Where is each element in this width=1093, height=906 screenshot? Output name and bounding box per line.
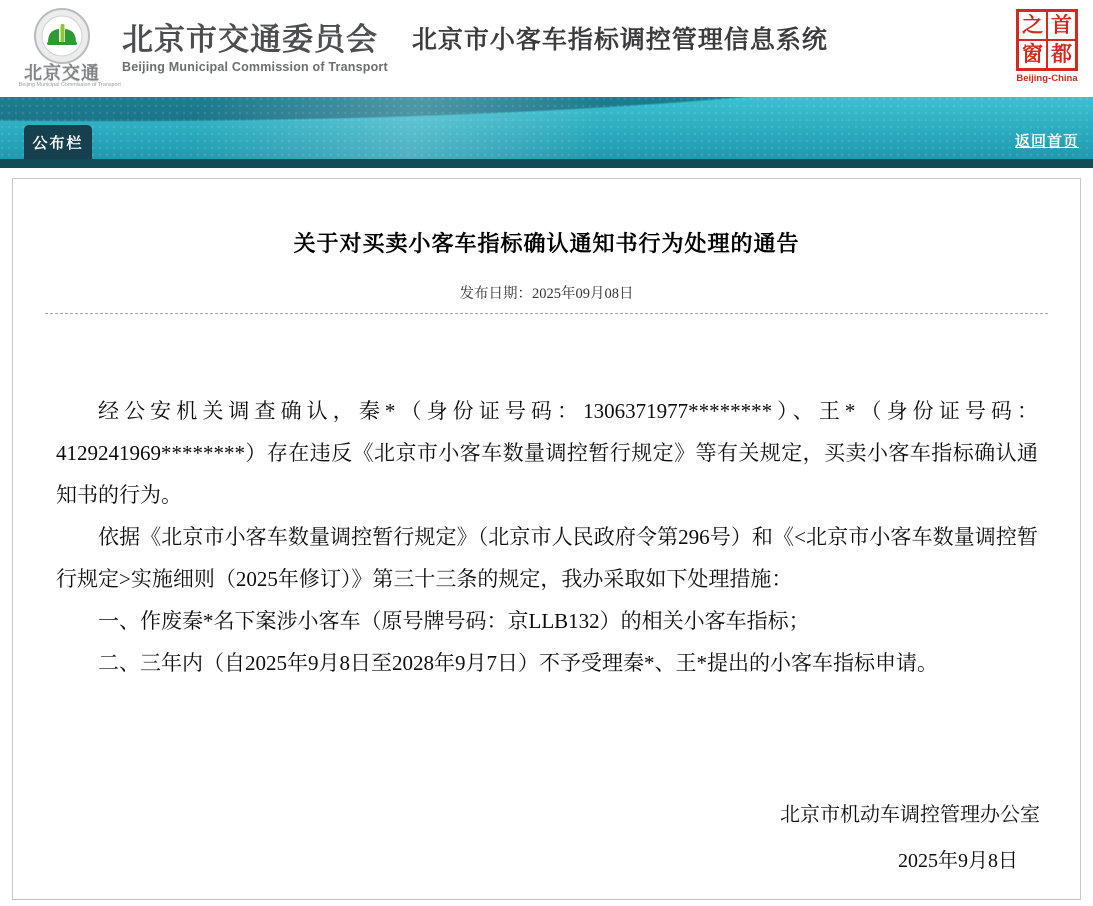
logo-caption-en: Beijing Municipal Commission of Transport xyxy=(18,82,121,88)
signature-date: 2025年9月8日 xyxy=(898,850,1018,872)
signature-org: 北京市机动车调控管理办公室 xyxy=(780,804,1040,826)
banner-bottom-bar xyxy=(0,159,1093,168)
org-name-en: Beijing Municipal Commission of Transport xyxy=(122,60,388,74)
publish-date: 发布日期：2025年09月08日 xyxy=(459,286,634,302)
signature-block xyxy=(13,800,1080,876)
seal-char: 首 xyxy=(1048,12,1075,39)
system-title: 北京市小客车指标调控管理信息系统 xyxy=(411,25,828,54)
capital-window-seal xyxy=(1014,9,1080,84)
transport-logo xyxy=(14,8,121,89)
transport-emblem-icon xyxy=(34,8,90,64)
notice-paragraph: 二、三年内（自2025年9月8日至2028年9月7日）不予受理秦*、王*提出的小客车指标申请。 xyxy=(98,651,938,675)
notice-paragraph: 依据《北京市小客车数量调控暂行规定》（北京市人民政府令第296号）和《<北京市小客车数量调控暂行规定>实施细则（2025年修订）》第三十三条的规定，我办采取如下处理措施： xyxy=(56,525,1038,591)
notice-paragraph: 经公安机关调查确认，秦*（身份证号码：1306371977********）、王*（身份证号码：4129241969********）存在违反《北京市小客车数量调控暂行规定》等有关规定，买卖小客车指标确认通知书的行为。 xyxy=(56,399,1038,507)
seal-caption: Beijing-China xyxy=(1016,73,1078,84)
notice-paragraph: 一、作废秦*名下案涉小客车（原号牌号码：京LLB132）的相关小客车指标； xyxy=(98,609,810,633)
tab-announcement-board[interactable]: 公布栏 xyxy=(24,125,92,159)
notice-title: 关于对买卖小客车指标确认通知书行为处理的通告 xyxy=(293,231,800,256)
seal-char: 窗 xyxy=(1019,41,1046,68)
notice-content-box xyxy=(12,178,1081,900)
seal-char: 之 xyxy=(1019,12,1046,39)
return-home-link[interactable]: 返回首页 xyxy=(1014,133,1079,150)
dashed-divider xyxy=(45,313,1048,314)
logo-name-cn: 北京交通 xyxy=(24,63,100,83)
seal-char: 都 xyxy=(1048,41,1075,68)
org-name-cn: 北京市交通委员会 xyxy=(122,22,378,57)
page-header xyxy=(0,0,1093,97)
section-banner xyxy=(0,97,1093,168)
seal-grid-icon xyxy=(1016,9,1078,71)
notice-body xyxy=(56,390,1038,684)
org-name-block xyxy=(122,23,388,74)
